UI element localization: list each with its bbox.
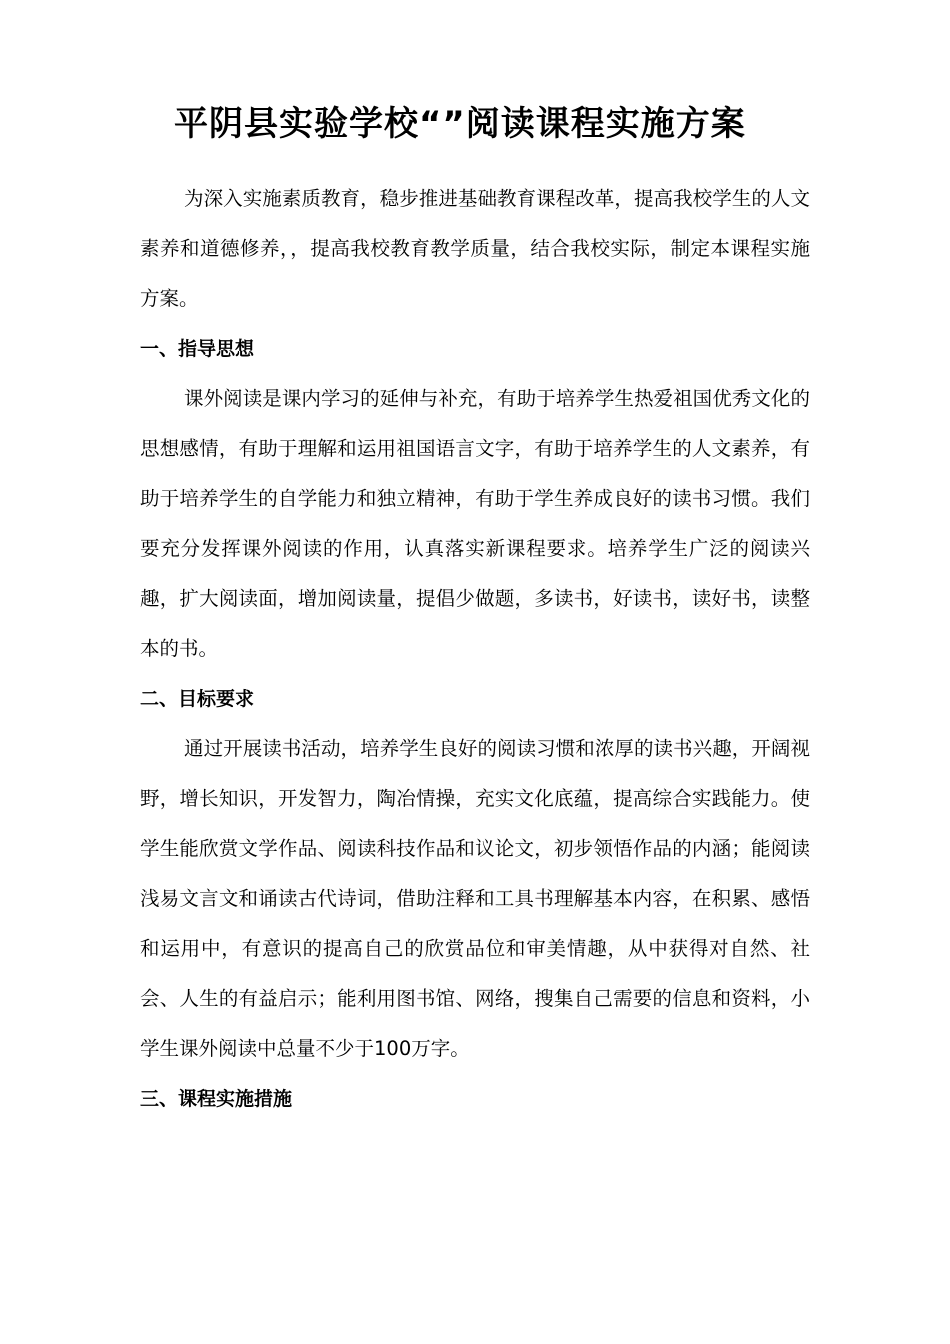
- document-title: 平阴县实验学校“”阅读课程实施方案: [174, 104, 746, 144]
- intro-paragraph: 为深入实施素质教育，稳步推进基础教育课程改革，提高我校学生的人文素养和道德修养，，提高我校教育教学质量，结合我校实际，制定本课程实施方案。: [140, 187, 810, 310]
- section-body-guiding-ideology: 课外阅读是课内学习的延伸与补充，有助于培养学生热爱祖国优秀文化的思想感情，有助于理解和运用祖国语言文字，有助于培养学生的人文素养，有助于培养学生的自学能力和独立精神，有助于学生养成良好的读书习惯。我们要充分发挥课外阅读的作用，认真落实新课程要求。培养学生广泛的阅读兴趣，扩大阅读面，增加阅读量，提倡少做题，多读书，好读书，读好书，读整本的书。: [140, 387, 810, 660]
- section-heading-implementation: 三、课程实施措施: [140, 1088, 293, 1110]
- section-body-goals: 通过开展读书活动，培养学生良好的阅读习惯和浓厚的读书兴趣，开阔视野，增长知识，开发智力，陶冶情操，充实文化底蕴，提高综合实践能力。使学生能欣赏文学作品、阅读科技作品和议论文，初步领悟作品的内涵；能阅读浅易文言文和诵读古代诗词，借助注释和工具书理解基本内容，在积累、感悟和运用中，有意识的提高自己的欣赏品位和审美情趣，从中获得对自然、社会、人生的有益启示；能利用图书馆、网络，搜集自己需要的信息和资料，小学生课外阅读中总量不少于100万字。: [140, 737, 810, 1060]
- document-page: [140, 100, 810, 1124]
- section-heading-guiding-ideology: 一、指导思想: [140, 338, 255, 360]
- section-heading-goals: 二、目标要求: [140, 688, 255, 710]
